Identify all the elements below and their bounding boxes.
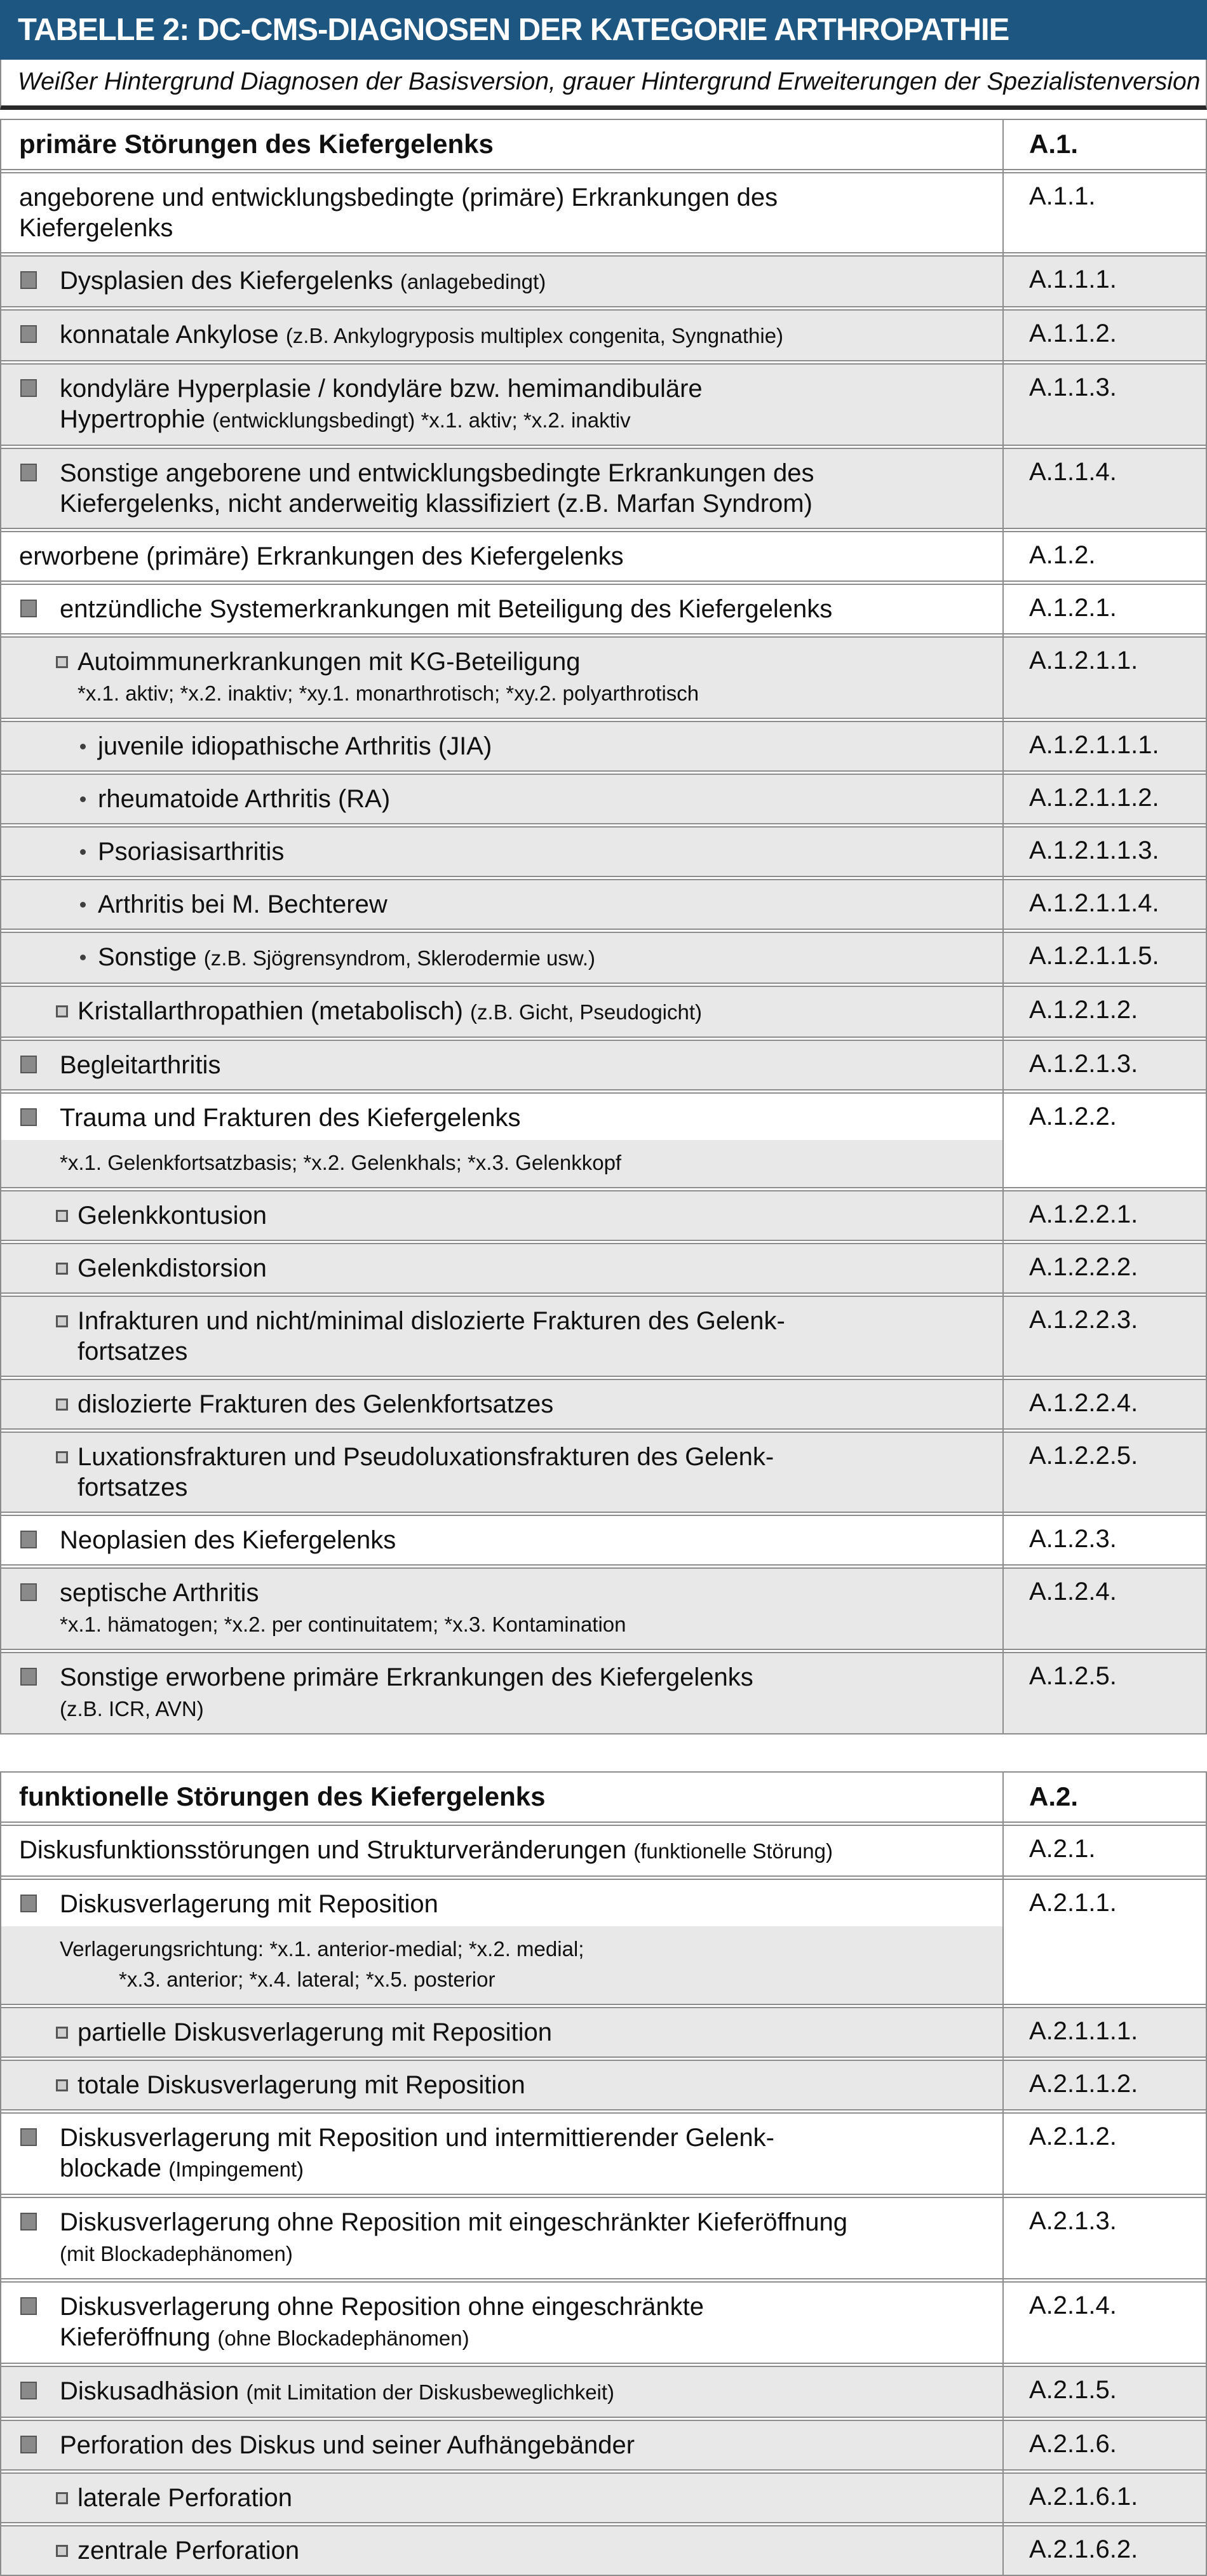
table-row bbox=[1, 172, 1206, 253]
dot-bullet-icon bbox=[80, 796, 86, 802]
diagnosis-cell bbox=[1, 933, 1004, 983]
table-row bbox=[1, 1771, 1206, 1823]
table-row bbox=[1, 2112, 1206, 2195]
table-row bbox=[1, 1092, 1206, 1188]
diagnosis-cell bbox=[1, 828, 1004, 876]
row-code: A.2.1.1.1. bbox=[1029, 2017, 1138, 2045]
diagnosis-text: Dysplasien des Kiefergelenks bbox=[60, 267, 400, 295]
diagnosis-cell bbox=[1, 1653, 1004, 1733]
table-row bbox=[1, 2525, 1206, 2576]
annotation-text: (z.B. Sjögrensyndrom, Sklerodermie usw.) bbox=[203, 946, 596, 970]
diagnosis-text: Psoriasisarthritis bbox=[98, 838, 285, 866]
diagnosis-line bbox=[1, 1200, 1004, 1231]
table-row bbox=[1, 584, 1206, 634]
diagnosis-text: Perforation des Diskus und seiner Aufhängebänder bbox=[60, 2431, 635, 2459]
row-code: A.2.1.6.2. bbox=[1029, 2535, 1138, 2563]
table-row bbox=[1, 2007, 1206, 2058]
diagnosis-cell bbox=[1, 365, 1004, 445]
small-square-bullet-icon bbox=[56, 1315, 68, 1327]
table-row bbox=[1, 932, 1206, 984]
diagnosis-line bbox=[1, 2070, 1004, 2100]
row-code: A.2.1.2. bbox=[1029, 2123, 1117, 2150]
diagnosis-text: Diskusfunktionsstörungen und Strukturveränderungen bbox=[19, 1836, 634, 1864]
diagnosis-text: entzündliche Systemerkrankungen mit Beteiligung des Kiefergelenks bbox=[60, 595, 833, 623]
row-code: A.2.1.6.1. bbox=[1029, 2483, 1138, 2511]
table-title-bar bbox=[0, 0, 1207, 60]
square-bullet-icon bbox=[20, 2382, 37, 2399]
table-row bbox=[1, 774, 1206, 824]
diagnosis-text: Autoimmunerkrankungen mit KG-Beteiligung bbox=[78, 648, 581, 676]
diagnosis-line bbox=[1, 2535, 1004, 2566]
row-code: A.1.2.2.4. bbox=[1029, 1389, 1138, 1417]
row-code: A.1.2.1.1.4. bbox=[1029, 889, 1159, 917]
row-code: A.1.1.2. bbox=[1029, 319, 1117, 347]
diagnosis-text: Kieferöffnung bbox=[60, 2323, 218, 2351]
diagnosis-cell bbox=[1, 1516, 1004, 1564]
table-row bbox=[1, 2366, 1206, 2418]
diagnosis-text: Infrakturen und nicht/minimal dislozierte Frakturen des Gelenk- bbox=[78, 1307, 785, 1335]
diagnosis-text: blockade bbox=[60, 2154, 169, 2182]
diagnosis-text: Gelenkdistorsion bbox=[78, 1254, 267, 1282]
diagnosis-text: Neoplasien des Kiefergelenks bbox=[60, 1526, 396, 1554]
table-row bbox=[1, 1190, 1206, 1241]
table-row bbox=[1, 448, 1206, 529]
diagnosis-text: dislozierte Frakturen des Gelenkfortsatzes bbox=[78, 1390, 554, 1418]
diagnosis-line bbox=[1, 677, 1004, 709]
diagnosis-text: Diskusverlagerung ohne Reposition ohne eingeschränkte bbox=[60, 2293, 704, 2321]
diagnosis-line bbox=[1, 2322, 1004, 2354]
diagnosis-line bbox=[1, 1525, 1004, 1555]
diagnosis-title-band bbox=[1, 1094, 1004, 1140]
row-code: A.2.1.6. bbox=[1029, 2430, 1117, 2458]
diagnosis-line bbox=[1, 1253, 1004, 1284]
diagnosis-cell bbox=[1, 2061, 1004, 2109]
square-bullet-icon bbox=[20, 1531, 37, 1548]
table-row bbox=[1, 1825, 1206, 1877]
diagnosis-cell bbox=[1, 1773, 1004, 1821]
square-bullet-icon bbox=[20, 1583, 37, 1601]
square-bullet-icon bbox=[20, 325, 37, 343]
table-row bbox=[1, 1296, 1206, 1377]
diagnosis-text: Begleitarthritis bbox=[60, 1051, 221, 1079]
square-bullet-icon bbox=[20, 2128, 37, 2146]
diagnosis-cell bbox=[1, 2367, 1004, 2417]
table-row bbox=[1, 1432, 1206, 1513]
diagnosis-line bbox=[1, 129, 1004, 160]
diagnosis-text: funktionelle Störungen des Kiefergelenks bbox=[19, 1781, 546, 1811]
square-bullet-icon bbox=[20, 600, 37, 617]
table-body bbox=[0, 119, 1207, 2576]
small-square-bullet-icon bbox=[56, 1005, 68, 1017]
diagnosis-cell bbox=[1, 987, 1004, 1036]
diagnosis-text: totale Diskusverlagerung mit Reposition bbox=[78, 2071, 525, 2099]
table-row bbox=[1, 1379, 1206, 1430]
row-code: A.1.2.2.1. bbox=[1029, 1200, 1138, 1228]
diagnosis-text: Kiefergelenks bbox=[19, 214, 173, 242]
annotation-text: (mit Blockadephänomen) bbox=[60, 2242, 293, 2265]
diagnosis-line bbox=[1, 1781, 1004, 1813]
diagnosis-text: erworbene (primäre) Erkrankungen des Kiefergelenks bbox=[19, 542, 624, 570]
diagnosis-cell bbox=[1, 173, 1004, 252]
diagnosis-cell bbox=[1, 2198, 1004, 2278]
dot-bullet-icon bbox=[80, 955, 86, 960]
diagnosis-cell bbox=[1, 1041, 1004, 1089]
diagnosis-cell bbox=[1, 257, 1004, 306]
row-code: A.1.2.4. bbox=[1029, 1578, 1117, 1606]
diagnosis-line bbox=[1, 2153, 1004, 2185]
table-row bbox=[1, 2197, 1206, 2279]
diagnosis-text: juvenile idiopathische Arthritis (JIA) bbox=[98, 732, 492, 760]
square-bullet-icon bbox=[20, 2436, 37, 2453]
diagnosis-line bbox=[1, 1662, 1004, 1693]
legend-note: Weißer Hintergrund Diagnosen der Basisversion, grauer Hintergrund Erweiterungen der Spezialistenversion bbox=[0, 60, 1207, 110]
diagnosis-text: kondyläre Hyperplasie / kondyläre bzw. hemimandibuläre bbox=[60, 375, 703, 403]
table-row bbox=[1, 363, 1206, 446]
table-row bbox=[1, 309, 1206, 361]
diagnosis-line bbox=[1, 1608, 1004, 1640]
diagnosis-cell bbox=[1, 311, 1004, 360]
table-row bbox=[1, 531, 1206, 582]
diagnosis-line bbox=[1, 996, 1004, 1028]
diagnosis-text: laterale Perforation bbox=[78, 2484, 292, 2512]
diagnosis-text: Kiefergelenks, nicht anderweitig klassifiziert (z.B. Marfan Syndrom) bbox=[60, 490, 813, 518]
diagnosis-text: rheumatoide Arthritis (RA) bbox=[98, 785, 391, 813]
table-row bbox=[1, 1567, 1206, 1650]
diagnosis-cell bbox=[1, 1244, 1004, 1292]
diagnosis-line bbox=[1, 1889, 1004, 1919]
row-code: A.1.2.1. bbox=[1029, 594, 1117, 622]
row-code: A.2. bbox=[1029, 1781, 1079, 1811]
diagnosis-line bbox=[1, 373, 1004, 404]
diagnosis-line bbox=[1, 1442, 1004, 1472]
row-code: A.1.1.4. bbox=[1029, 458, 1117, 486]
diagnosis-cell bbox=[1, 880, 1004, 929]
table-title: TABELLE 2: DC-CMS-DIAGNOSEN DER KATEGORIE ARTHROPATHIE bbox=[18, 13, 1009, 47]
row-code: A.2.1.1. bbox=[1029, 1889, 1117, 1917]
row-code: A.2.1.5. bbox=[1029, 2376, 1117, 2404]
row-code: A.1.1.1. bbox=[1029, 265, 1117, 293]
table-section-primaere-stoerungen bbox=[0, 119, 1207, 1734]
diagnosis-text: Hypertrophie bbox=[60, 405, 213, 433]
row-code: A.1. bbox=[1029, 129, 1079, 159]
row-code: A.1.2.1.1.1. bbox=[1029, 731, 1159, 759]
diagnosis-text: Diskusverlagerung mit Reposition und intermittierender Gelenk- bbox=[60, 2124, 774, 2152]
diagnosis-text: Diskusverlagerung ohne Reposition mit eingeschränkter Kieferöffnung bbox=[60, 2208, 847, 2236]
diagnosis-cell bbox=[1, 585, 1004, 633]
small-square-bullet-icon bbox=[56, 2492, 68, 2504]
diagnosis-cell bbox=[1, 2474, 1004, 2522]
small-square-bullet-icon bbox=[56, 656, 68, 668]
square-bullet-icon bbox=[20, 1668, 37, 1686]
table-row bbox=[1, 879, 1206, 930]
diagnosis-cell bbox=[1, 1880, 1004, 2004]
annotation-text: (Impingement) bbox=[168, 2157, 304, 2181]
diagnosis-line bbox=[1, 889, 1004, 920]
diagnosis-text: partielle Diskusverlagerung mit Reposition bbox=[78, 2018, 553, 2046]
table-row bbox=[1, 2472, 1206, 2523]
row-code: A.1.2.5. bbox=[1029, 1662, 1117, 1690]
diagnosis-text: Sonstige erworbene primäre Erkrankungen des Kiefergelenks bbox=[60, 1663, 753, 1691]
diagnosis-cell bbox=[1, 2008, 1004, 2056]
row-code: A.2.1. bbox=[1029, 1835, 1096, 1863]
small-square-bullet-icon bbox=[56, 1399, 68, 1411]
diagnosis-text: Diskusverlagerung mit Reposition bbox=[60, 1890, 438, 1918]
diagnosis-line bbox=[1, 404, 1004, 436]
table-row bbox=[1, 255, 1206, 307]
row-code: A.1.2.1.1.3. bbox=[1029, 836, 1159, 864]
diagnosis-line bbox=[1, 731, 1004, 761]
row-code: A.1.2.1.3. bbox=[1029, 1050, 1138, 1078]
diagnosis-title-band bbox=[1, 1880, 1004, 1926]
annotation-text: (mit Limitation der Diskusbeweglichkeit) bbox=[246, 2380, 615, 2404]
annotation-text: (entwicklungsbedingt) *x.1. aktiv; *x.2. inaktiv bbox=[212, 408, 631, 432]
diagnosis-line bbox=[1, 1693, 1004, 1724]
diagnosis-line bbox=[1, 2376, 1004, 2408]
row-code: A.1.2.2.3. bbox=[1029, 1306, 1138, 1334]
diagnosis-line bbox=[1, 2207, 1004, 2237]
diagnosis-cell bbox=[1, 1191, 1004, 1240]
diagnosis-cell bbox=[1, 1826, 1004, 1875]
small-square-bullet-icon bbox=[56, 2545, 68, 2557]
square-bullet-icon bbox=[20, 1108, 37, 1126]
annotation-text: *x.1. Gelenkfortsatzbasis; *x.2. Gelenkhals; *x.3. Gelenkkopf bbox=[60, 1151, 622, 1174]
diagnosis-text: zentrale Perforation bbox=[78, 2537, 300, 2565]
diagnosis-cell bbox=[1, 722, 1004, 770]
row-code: A.2.1.1.2. bbox=[1029, 2070, 1138, 2098]
row-code: A.1.2.1.1.2. bbox=[1029, 784, 1159, 812]
diagnosis-text: Gelenkkontusion bbox=[78, 1202, 267, 1230]
row-code: A.1.2.2. bbox=[1029, 1103, 1117, 1130]
dot-bullet-icon bbox=[80, 849, 86, 855]
annotation-text: (z.B. Gicht, Pseudogicht) bbox=[470, 1000, 703, 1024]
diagnosis-line bbox=[1, 1578, 1004, 1608]
diagnosis-line bbox=[1, 1306, 1004, 1336]
table-row bbox=[1, 119, 1206, 170]
small-square-bullet-icon bbox=[56, 1263, 68, 1275]
diagnosis-text: Sonstige bbox=[98, 943, 204, 971]
row-code: A.1.2.1.2. bbox=[1029, 996, 1138, 1024]
square-bullet-icon bbox=[20, 1056, 37, 1073]
diagnosis-line bbox=[1, 1472, 1004, 1503]
diagnosis-cell bbox=[1, 1433, 1004, 1512]
row-code: A.1.1.3. bbox=[1029, 373, 1117, 401]
diagnosis-line bbox=[1, 2291, 1004, 2322]
diagnosis-text: Sonstige angeborene und entwicklungsbedingte Erkrankungen des bbox=[60, 459, 814, 487]
table-row bbox=[1, 2420, 1206, 2471]
diagnosis-cell bbox=[1, 2421, 1004, 2469]
diagnosis-line bbox=[1, 2237, 1004, 2269]
diagnosis-line bbox=[1, 2017, 1004, 2048]
diagnosis-line bbox=[1, 594, 1004, 624]
annotation-text: (ohne Blockadephänomen) bbox=[217, 2326, 469, 2350]
annotation-text: (z.B. Ankylogryposis multiplex congenita, Syngnathie) bbox=[285, 324, 784, 347]
diagnosis-cell bbox=[1, 2114, 1004, 2194]
diagnosis-text: Luxationsfrakturen und Pseudoluxationsfrakturen des Gelenk- bbox=[78, 1443, 774, 1471]
diagnosis-line bbox=[1, 1336, 1004, 1367]
diagnosis-cell bbox=[1, 532, 1004, 580]
row-code: A.2.1.3. bbox=[1029, 2207, 1117, 2235]
diagnosis-line bbox=[1, 784, 1004, 814]
small-square-bullet-icon bbox=[56, 1451, 68, 1463]
diagnosis-line bbox=[1, 1389, 1004, 1419]
small-square-bullet-icon bbox=[56, 1210, 68, 1222]
specialist-annotation-band bbox=[1, 1926, 1004, 2004]
table-row bbox=[1, 1243, 1206, 1294]
diagnosis-line bbox=[1, 1050, 1004, 1080]
table-row bbox=[1, 2281, 1206, 2364]
small-square-bullet-icon bbox=[56, 2079, 68, 2091]
diagnosis-cell bbox=[1, 775, 1004, 823]
diagnosis-text: Arthritis bei M. Bechterew bbox=[98, 890, 388, 918]
diagnosis-line bbox=[1, 182, 1004, 213]
diagnosis-line bbox=[1, 2123, 1004, 2153]
annotation-text: Verlagerungsrichtung: *x.1. anterior-medial; *x.2. medial; bbox=[60, 1937, 584, 1961]
annotation-text: (anlagebedingt) bbox=[400, 270, 546, 293]
annotation-text: (z.B. ICR, AVN) bbox=[60, 1697, 204, 1721]
diagnosis-line bbox=[1, 458, 1004, 488]
row-code: A.1.2.2.2. bbox=[1029, 1253, 1138, 1281]
diagnosis-line bbox=[1, 1103, 1004, 1133]
row-code: A.1.2.1.1. bbox=[1029, 647, 1138, 674]
diagnosis-text: primäre Störungen des Kiefergelenks bbox=[19, 129, 494, 159]
annotation-text: *x.1. aktiv; *x.2. inaktiv; *xy.1. monarthrotisch; *xy.2. polyarthrotisch bbox=[78, 681, 699, 705]
diagnosis-line bbox=[1, 1933, 1004, 1964]
diagnosis-cell bbox=[1, 120, 1004, 169]
dot-bullet-icon bbox=[80, 744, 86, 749]
square-bullet-icon bbox=[20, 464, 37, 481]
diagnosis-text: Trauma und Frakturen des Kiefergelenks bbox=[60, 1104, 521, 1132]
diagnosis-text: konnatale Ankylose bbox=[60, 321, 286, 349]
diagnosis-line bbox=[1, 836, 1004, 867]
row-code: A.1.2. bbox=[1029, 541, 1096, 569]
diagnosis-cell bbox=[1, 1380, 1004, 1428]
diagnosis-line bbox=[1, 1835, 1004, 1867]
table-row bbox=[1, 636, 1206, 719]
square-bullet-icon bbox=[20, 271, 37, 289]
diagnosis-line bbox=[1, 1964, 1004, 1994]
diagnosis-cell bbox=[1, 1094, 1004, 1187]
row-code: A.1.1. bbox=[1029, 182, 1096, 210]
diagnosis-cell bbox=[1, 1569, 1004, 1649]
diagnosis-text: fortsatzes bbox=[78, 1338, 188, 1365]
table-row bbox=[1, 1652, 1206, 1734]
table-section-funktionelle-stoerungen bbox=[0, 1771, 1207, 2576]
diagnosis-line bbox=[1, 2430, 1004, 2460]
diagnosis-text: Kristallarthropathien (metabolisch) bbox=[78, 997, 471, 1025]
diagnosis-cell bbox=[1, 1297, 1004, 1376]
diagnosis-line bbox=[1, 488, 1004, 519]
dot-bullet-icon bbox=[80, 902, 86, 908]
diagnosis-line bbox=[1, 647, 1004, 677]
square-bullet-icon bbox=[20, 1895, 37, 1912]
diagnosis-line bbox=[1, 1147, 1004, 1177]
table-row bbox=[1, 1515, 1206, 1566]
diagnosis-line bbox=[1, 265, 1004, 297]
square-bullet-icon bbox=[20, 2297, 37, 2315]
row-code: A.1.2.1.1.5. bbox=[1029, 942, 1159, 970]
diagnosis-text: fortsatzes bbox=[78, 1473, 188, 1501]
diagnosis-text: septische Arthritis bbox=[60, 1579, 259, 1607]
diagnosis-line bbox=[1, 541, 1004, 572]
diagnosis-line bbox=[1, 319, 1004, 351]
row-code: A.2.1.4. bbox=[1029, 2291, 1117, 2319]
diagnosis-text: Diskusadhäsion bbox=[60, 2377, 246, 2405]
annotation-text: *x.1. hämatogen; *x.2. per continuitatem; *x.3. Kontamination bbox=[60, 1613, 626, 1636]
annotation-text: (funktionelle Störung) bbox=[633, 1839, 833, 1863]
diagnosis-line bbox=[1, 213, 1004, 243]
small-square-bullet-icon bbox=[56, 2027, 68, 2039]
table-row bbox=[1, 1879, 1206, 2005]
table-row bbox=[1, 721, 1206, 772]
diagnosis-cell bbox=[1, 2283, 1004, 2363]
table-row bbox=[1, 1040, 1206, 1090]
diagnosis-cell bbox=[1, 449, 1004, 528]
square-bullet-icon bbox=[20, 379, 37, 397]
table-row bbox=[1, 2060, 1206, 2110]
row-code: A.1.2.2.5. bbox=[1029, 1442, 1138, 1470]
diagnosis-line bbox=[1, 942, 1004, 974]
specialist-annotation-band bbox=[1, 1140, 1004, 1187]
table-row bbox=[1, 986, 1206, 1038]
diagnosis-text: angeborene und entwicklungsbedingte (primäre) Erkrankungen des bbox=[19, 184, 778, 211]
annotation-text: *x.3. anterior; *x.4. lateral; *x.5. posterior bbox=[119, 1968, 496, 1991]
diagnosis-cell bbox=[1, 2526, 1004, 2575]
row-code: A.1.2.3. bbox=[1029, 1525, 1117, 1553]
diagnosis-cell bbox=[1, 638, 1004, 718]
diagnosis-line bbox=[1, 2483, 1004, 2513]
square-bullet-icon bbox=[20, 2213, 37, 2231]
table-row bbox=[1, 826, 1206, 877]
